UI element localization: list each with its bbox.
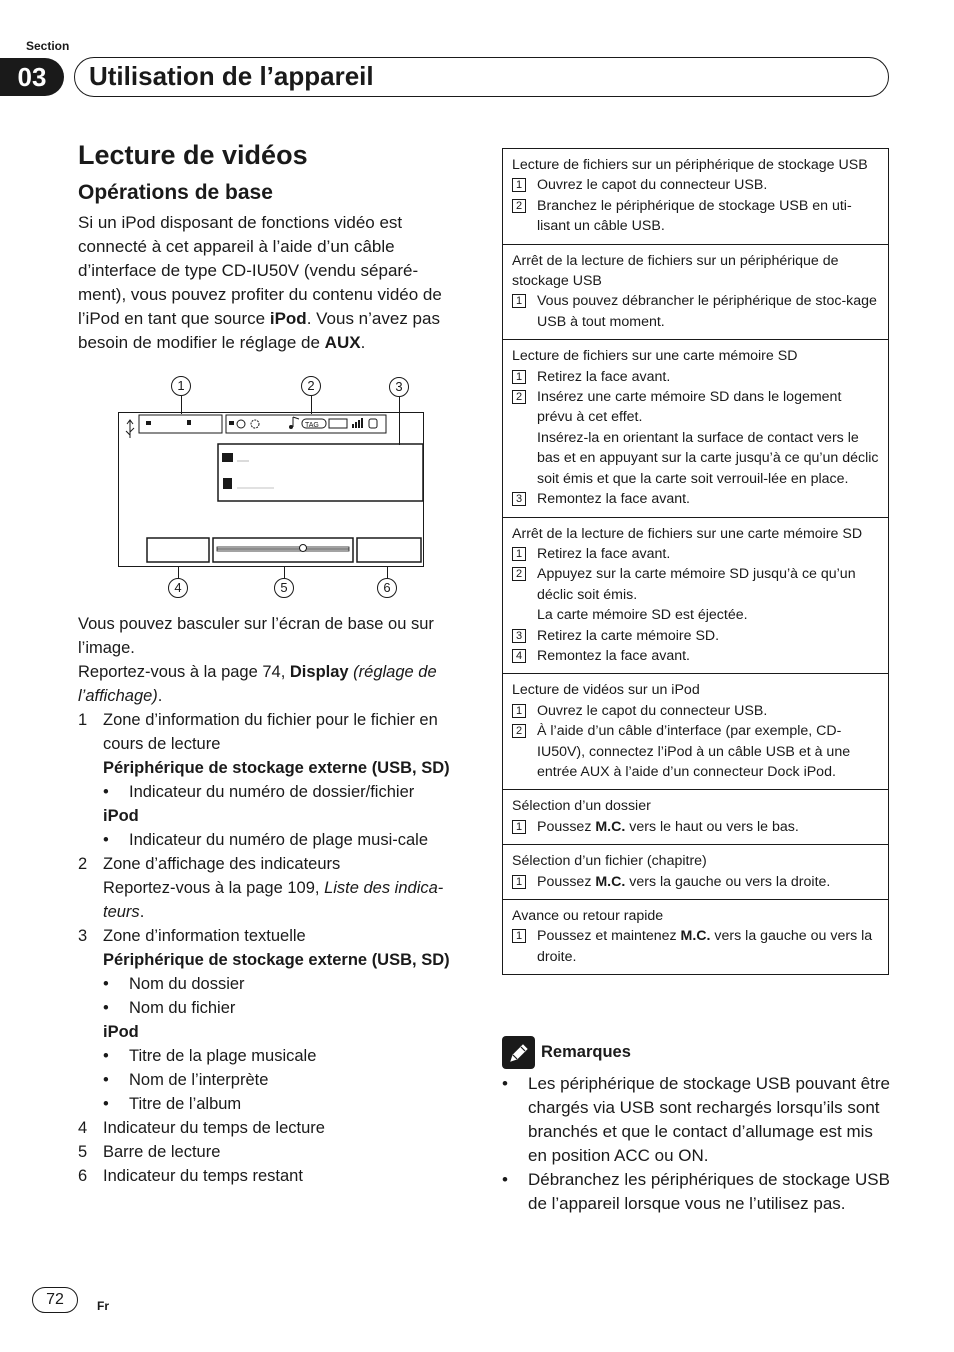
procedure-step: 3 Remontez la face avant. [512, 489, 879, 509]
screen-diagram [115, 372, 430, 602]
notes-list [502, 1072, 892, 1216]
procedure-step: 2 Branchez le périphérique de stockage USB en uti-lisant un câble USB. [512, 196, 879, 237]
play-time-indicator [147, 538, 209, 562]
procedure-title: Arrêt de la lecture de fichiers sur une carte mémoire SD [512, 525, 863, 542]
callout-line [284, 567, 285, 578]
display-screen [118, 412, 424, 567]
file-name-icon [223, 478, 232, 489]
legend-item-4: 4 Indicateur du temps de lecture [78, 1119, 325, 1137]
music-note-icon [293, 417, 299, 427]
main-content [78, 140, 462, 355]
procedure-step: 1 Ouvrez le capot du connecteur USB. [512, 175, 879, 195]
file-icon [187, 420, 191, 425]
file-info-zone [139, 415, 222, 433]
legend-bullet: • Nom du dossier [103, 975, 245, 993]
note-item: • Débranchez les périphériques de stockage USB de l’appareil lorsque vous ne l’utilisez pas. [502, 1170, 890, 1213]
legend-bullet: • Titre de l’album [103, 1095, 242, 1113]
folder-icon [146, 421, 151, 425]
callout-2: 2 [301, 376, 321, 396]
procedure-block [503, 149, 888, 245]
procedure-title: Lecture de vidéos sur un iPod [512, 682, 700, 699]
procedure-step: 1 Poussez M.C. vers la gauche ou vers la droite. [512, 872, 879, 892]
legend-bullet: • Indicateur du numéro de plage musi-cale [103, 831, 429, 849]
shuffle-icon [251, 420, 259, 428]
procedure-step: 2 À l’aide d’un câble d’interface (par exemple, CD-IU50V), connectez l’iPod à un câble USB et à une entrée AUX à l’aide d’un connecteur Dock iPod. [512, 721, 879, 782]
procedure-block [503, 340, 888, 517]
legend-item-3: 3 Zone d’information textuelle [78, 927, 306, 945]
page-title: Lecture de vidéos [78, 140, 308, 170]
callout-4: 4 [168, 578, 188, 598]
play-position-knob [300, 545, 307, 552]
legend-item-2: 2 Zone d’affichage des indicateurs [78, 855, 341, 873]
legend-subhead: iPod [103, 807, 139, 825]
repeat-icon [237, 420, 245, 428]
procedure-block [503, 674, 888, 790]
display-screen-drawing [119, 413, 425, 568]
callout-1: 1 [171, 376, 191, 396]
diagram-legend [78, 612, 462, 1188]
procedure-block [503, 518, 888, 675]
procedure-step: 3 Retirez la carte mémoire SD. [512, 626, 879, 646]
procedure-step: 1 Poussez M.C. vers le haut ou vers le bas. [512, 817, 879, 837]
procedure-step-continuation: Insérez-la en orientant la surface de contact vers le bas et en appuyant sur la carte jusqu’à ce qu’un déclic soit émis et que la carte soit verrouil-lée en place. [537, 429, 879, 487]
procedures-box [502, 148, 889, 975]
legend-reference: Reportez-vous à la page 109, Liste des indica-teurs. [103, 879, 444, 921]
legend-item-1: 1 Zone d’information du fichier pour le fichier en cours de lecture [78, 711, 438, 753]
procedure-step: 1 Vous pouvez débrancher le périphérique de stoc-kage USB à tout moment. [512, 291, 879, 332]
legend-bullet: • Titre de la plage musicale [103, 1047, 317, 1065]
section-number: 03 [0, 58, 64, 96]
legend-bullet: • Nom du fichier [103, 999, 236, 1017]
play-bar [213, 538, 353, 562]
procedure-step-continuation: La carte mémoire SD est éjectée. [537, 607, 748, 624]
procedure-block [503, 845, 888, 900]
procedure-title: Sélection d’un fichier (chapitre) [512, 853, 707, 870]
folder-name-icon [222, 453, 233, 462]
callout-5: 5 [274, 578, 294, 598]
note-item: • Les périphérique de stockage USB pouvant être chargés via USB sont rechargés lorsqu’ils sont branchés et que le contact d’allumage est mis en position ACC ou ON. [502, 1074, 890, 1165]
notes-title: Remarques [541, 1043, 631, 1061]
procedure-block [503, 790, 888, 845]
procedure-step: 1 Poussez et maintenez M.C. vers la gauche ou vers la droite. [512, 926, 879, 967]
remaining-time-indicator [357, 538, 421, 562]
procedure-step: 2 Insérez une carte mémoire SD dans le logement prévu à cet effet. [512, 387, 879, 428]
sub-title: Opérations de base [78, 181, 273, 204]
callout-6: 6 [377, 578, 397, 598]
callout-3: 3 [389, 377, 409, 397]
procedure-title: Lecture de fichiers sur un périphérique de stockage USB [512, 157, 868, 173]
page-number: 72 [32, 1287, 78, 1313]
battery-icon [329, 419, 347, 428]
procedure-title: Sélection d’un dossier [512, 798, 651, 815]
bluetooth-icon [369, 419, 377, 428]
procedure-block [503, 245, 888, 341]
procedure-title: Arrêt de la lecture de fichiers sur un périphérique de stockage USB [512, 252, 839, 290]
text-info-zone [218, 444, 423, 501]
legend-item-5: 5 Barre de lecture [78, 1143, 221, 1161]
legend-bullet: • Indicateur du numéro de dossier/fichier [103, 783, 415, 801]
callout-line [178, 567, 179, 578]
callout-line [387, 567, 388, 578]
legend-bullet: • Nom de l’interprète [103, 1071, 269, 1089]
section-label: Section [26, 39, 70, 53]
language-label: Fr [97, 1299, 109, 1313]
procedure-step: 1 Ouvrez le capot du connecteur USB. [512, 701, 879, 721]
pencil-icon [502, 1036, 535, 1069]
legend-item-6: 6 Indicateur du temps restant [78, 1167, 303, 1185]
procedure-block [503, 900, 888, 974]
usb-icon [126, 420, 134, 438]
procedure-step: 4 Remontez la face avant. [512, 646, 879, 666]
intro-paragraph: Si un iPod disposant de fonctions vidéo est connecté à cet appareil à l’aide d’un câble d’interface de type CD-IU50V (vendu séparé-ment), vous pouvez profiter du contenu vidéo de l’iPod en tant que source iPod. Vous n’avez pas besoin de modifier le réglage de AUX. [78, 213, 442, 352]
procedure-title: Lecture de fichiers sur une carte mémoire SD [512, 348, 798, 365]
legend-subhead: Périphérique de stockage externe (USB, SD) [103, 759, 450, 777]
legend-subhead: Périphérique de stockage externe (USB, SD) [103, 951, 450, 969]
section-title: Utilisation de l’appareil [74, 57, 889, 97]
legend-subhead: iPod [103, 1023, 139, 1041]
procedure-step: 1 Retirez la face avant. [512, 544, 879, 564]
procedure-step: 1 Retirez la face avant. [512, 367, 879, 387]
tag-label: TAG [305, 422, 319, 429]
reference-text: Reportez-vous à la page 74, Display (réglage de l’affichage). [78, 663, 437, 705]
switch-text: Vous pouvez basculer sur l’écran de base ou sur l’image. [78, 615, 434, 657]
signal-icon [352, 418, 363, 428]
procedure-step: 2 Appuyez sur la carte mémoire SD jusqu’à ce qu’un déclic soit émis. [512, 564, 879, 605]
procedure-title: Avance ou retour rapide [512, 908, 664, 924]
notes-header [502, 1036, 631, 1069]
